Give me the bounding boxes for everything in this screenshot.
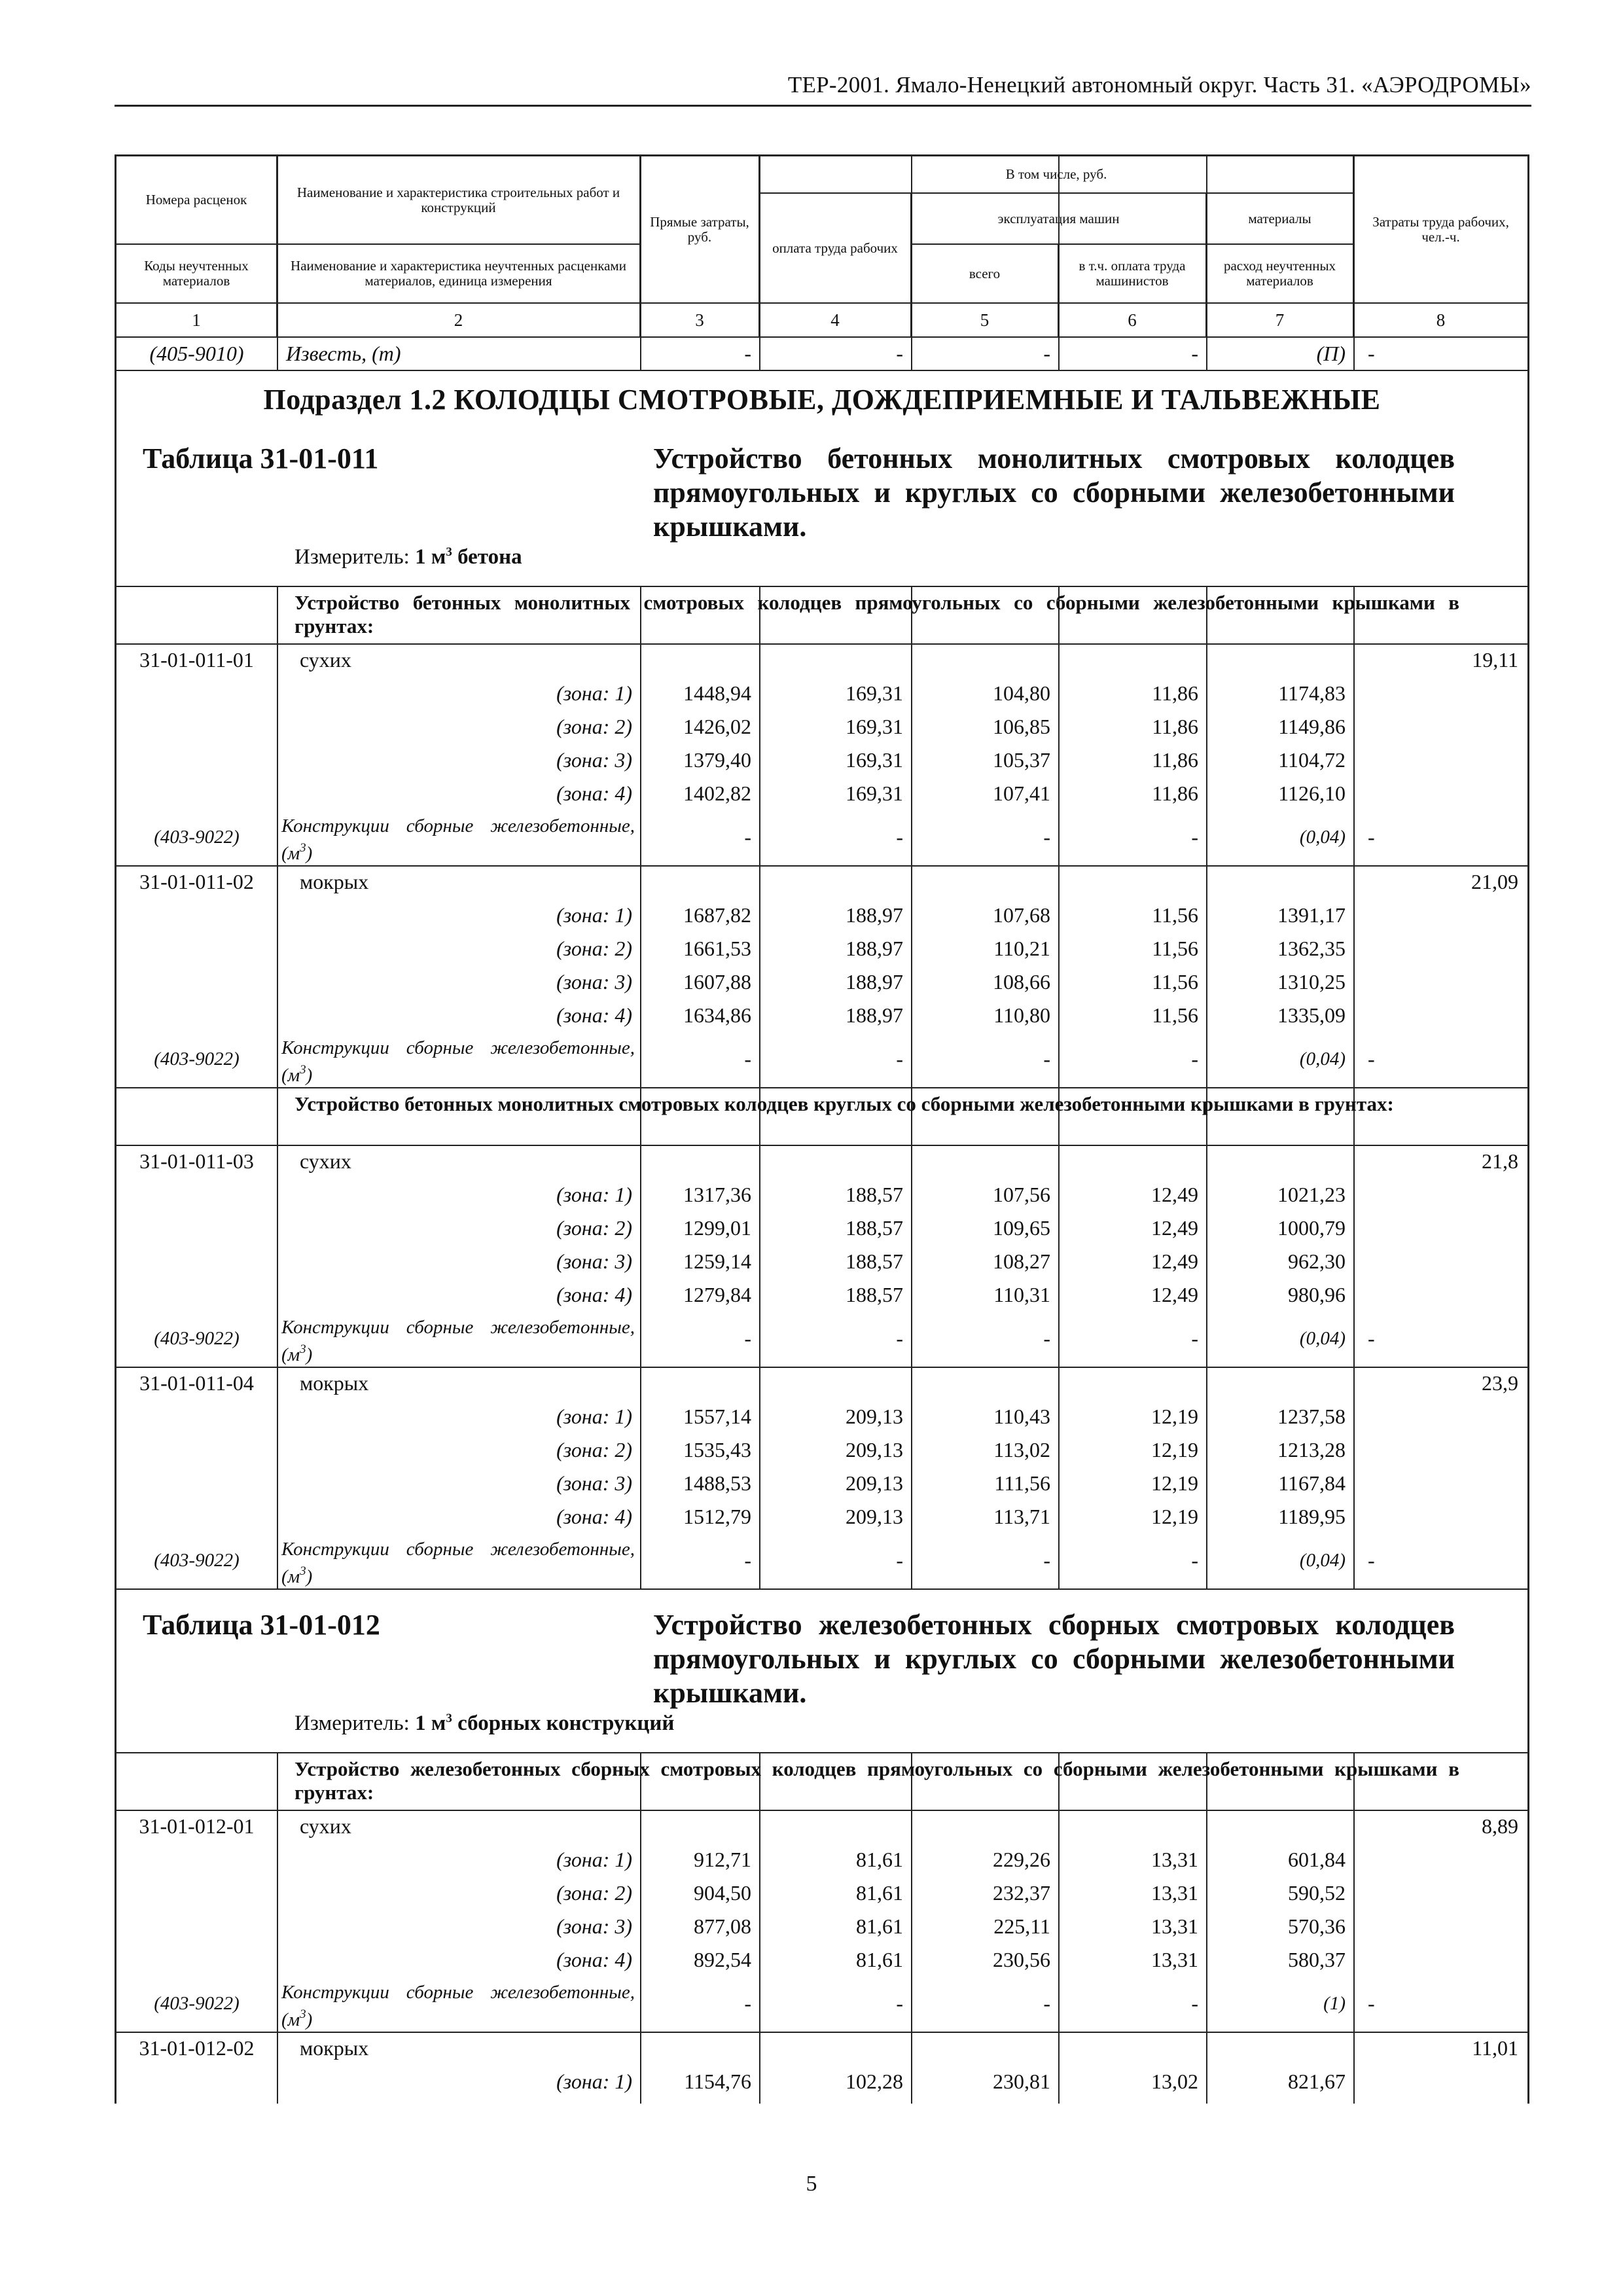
price-value: 12,49 xyxy=(1151,1249,1198,1273)
rate-code: 31-01-011-01 xyxy=(139,648,254,672)
measure-value xyxy=(415,545,522,569)
material-row xyxy=(116,1534,1527,1587)
price-value: 81,61 xyxy=(856,1948,903,1971)
material-name: Конструкции сборные железобетонные, $(м^3)$ xyxy=(281,1317,635,1365)
zone-row xyxy=(116,1178,1527,1211)
price-value: 590,52 xyxy=(1288,1881,1346,1905)
zone-row xyxy=(116,2065,1527,2098)
material-name: Конструкции сборные железобетонные, $(м^3)$ xyxy=(281,1982,635,2030)
header-rate-numbers: Номера расценок xyxy=(116,156,277,244)
zone-label: (зона: 2) xyxy=(556,1216,632,1240)
price-value: 188,97 xyxy=(846,970,903,994)
price-value: 1402,82 xyxy=(683,781,751,805)
material-qty: (П) xyxy=(1316,342,1346,365)
zone-label: (зона: 1) xyxy=(556,1183,632,1206)
measure-value-number: 1 м xyxy=(415,545,446,569)
column-number: 5 xyxy=(911,303,1058,337)
header-operator-pay: в т.ч. оплата труда машинистов xyxy=(1058,244,1206,303)
price-value: 962,30 xyxy=(1288,1249,1346,1273)
price-value: 188,57 xyxy=(846,1216,903,1240)
price-value: 11,86 xyxy=(1152,781,1198,805)
price-value: 11,86 xyxy=(1152,748,1198,772)
material-code: (403-9022) xyxy=(154,1993,240,2014)
price-value: 109,65 xyxy=(993,1216,1050,1240)
dash-cell: - xyxy=(1191,1992,1198,2015)
column-number: 1 xyxy=(116,303,277,337)
material-qty: (0,04) xyxy=(1299,1328,1346,1349)
dash-cell: - xyxy=(1191,1327,1198,1350)
price-value: 11,56 xyxy=(1152,937,1198,960)
measure-value-number: 1 м xyxy=(415,1712,446,1735)
zone-row xyxy=(116,1211,1527,1244)
zone-row xyxy=(116,1500,1527,1533)
material-name: Конструкции сборные железобетонные, $(м^3)$ xyxy=(281,1037,635,1086)
price-value: 102,28 xyxy=(846,2070,903,2093)
price-value: 1104,72 xyxy=(1278,748,1346,772)
column-header xyxy=(116,156,1527,338)
row-divider xyxy=(116,1752,1527,1753)
price-value: 1237,58 xyxy=(1277,1405,1346,1428)
price-value: 225,11 xyxy=(993,1914,1050,1938)
price-value: 1335,09 xyxy=(1277,1003,1346,1027)
dash-cell: - xyxy=(1043,1549,1050,1572)
header-machines: эксплуатация машин xyxy=(911,193,1206,244)
header-materials: материалы xyxy=(1206,193,1353,244)
table-title: Устройство бетонных монолитных смотровых колодцев прямоугольных и круглых со сборными железобетонными крышками. xyxy=(653,442,1455,543)
price-value: 1154,76 xyxy=(684,2070,751,2093)
column-number: 4 xyxy=(759,303,911,337)
price-value: 230,81 xyxy=(993,2070,1050,2093)
dash-cell: - xyxy=(744,1549,751,1572)
zone-row xyxy=(116,1400,1527,1433)
price-value: 107,41 xyxy=(993,781,1050,805)
dash-cell: - xyxy=(1043,342,1050,365)
zone-label: (зона: 3) xyxy=(556,1249,632,1273)
superscript: 3 xyxy=(300,1564,306,1578)
price-value: 105,37 xyxy=(993,748,1050,772)
price-value: 169,31 xyxy=(846,715,903,738)
price-value: 980,96 xyxy=(1288,1283,1346,1306)
rate-code: 31-01-011-02 xyxy=(139,870,254,893)
superscript: 3 xyxy=(300,1342,306,1356)
column-number: 3 xyxy=(640,303,759,337)
price-value: 1535,43 xyxy=(683,1438,751,1462)
price-value: 169,31 xyxy=(846,781,903,805)
work-name: сухих xyxy=(300,1814,351,1838)
price-value: 1607,88 xyxy=(683,970,751,994)
zone-label: (зона: 3) xyxy=(556,970,632,994)
measure-label: Измеритель: xyxy=(294,1712,410,1735)
price-value: 13,31 xyxy=(1151,1881,1198,1905)
dash-cell: - xyxy=(744,825,751,849)
page-number: 5 xyxy=(806,2172,817,2196)
subsection-title: Подраздел 1.2 КОЛОДЦЫ СМОТРОВЫЕ, ДОЖДЕПРИЕМНЫЕ И ТАЛЬВЕЖНЫЕ xyxy=(263,384,1381,416)
price-value: 1362,35 xyxy=(1277,937,1346,960)
measure-unit xyxy=(294,1712,674,1736)
material-qty: (0,04) xyxy=(1299,1049,1346,1069)
price-value: 209,13 xyxy=(846,1438,903,1462)
price-value: 188,57 xyxy=(846,1183,903,1206)
price-value: 1488,53 xyxy=(683,1471,751,1495)
price-value: 11,56 xyxy=(1152,903,1198,927)
price-value: 1426,02 xyxy=(683,715,751,738)
price-value: 12,19 xyxy=(1151,1438,1198,1462)
price-value: 892,54 xyxy=(694,1948,751,1971)
zone-row xyxy=(116,1943,1527,1976)
rate-code: 31-01-011-03 xyxy=(139,1149,254,1173)
zone-row xyxy=(116,1433,1527,1466)
price-value: 1126,10 xyxy=(1278,781,1346,805)
price-value: 229,26 xyxy=(993,1848,1050,1871)
superscript: 3 xyxy=(300,841,306,855)
dash-cell: - xyxy=(1191,1549,1198,1572)
column-number: 6 xyxy=(1058,303,1206,337)
price-value: 110,21 xyxy=(993,937,1050,960)
zone-row xyxy=(116,1278,1527,1311)
price-value: 1661,53 xyxy=(683,937,751,960)
price-value: 601,84 xyxy=(1288,1848,1346,1871)
work-name: мокрых xyxy=(300,1371,369,1395)
price-value: 13,31 xyxy=(1151,1848,1198,1871)
labor-costs: 8,89 xyxy=(1482,1814,1518,1838)
price-value: 1279,84 xyxy=(683,1283,751,1306)
work-name: мокрых xyxy=(300,870,369,893)
price-value: 1021,23 xyxy=(1277,1183,1346,1206)
rate-row xyxy=(116,1367,1527,1399)
group-heading: Устройство бетонных монолитных смотровых колодцев круглых со сборными железобетонными крышками в грунтах: xyxy=(294,1092,1394,1115)
price-value: 11,86 xyxy=(1152,681,1198,705)
price-value: 1317,36 xyxy=(683,1183,751,1206)
dash-cell: - xyxy=(1043,1047,1050,1071)
material-code: (403-9022) xyxy=(154,1049,240,1069)
price-value: 169,31 xyxy=(846,748,903,772)
zone-label: (зона: 2) xyxy=(556,715,632,738)
dash-cell: - xyxy=(896,1047,903,1071)
dash-cell: - xyxy=(1368,1549,1375,1572)
zone-label: (зона: 4) xyxy=(556,1283,632,1306)
zone-label: (зона: 2) xyxy=(556,937,632,960)
rate-row xyxy=(116,865,1527,898)
price-value: 81,61 xyxy=(856,1881,903,1905)
table-number: Таблица 31-01-012 xyxy=(143,1609,380,1641)
price-value: 81,61 xyxy=(856,1914,903,1938)
material-name: Конструкции сборные железобетонные, $(м^3)$ xyxy=(281,1539,635,1587)
zone-label: (зона: 4) xyxy=(556,1505,632,1528)
work-name: сухих xyxy=(300,1149,351,1173)
zone-label: (зона: 4) xyxy=(556,1948,632,1971)
price-value: 13,02 xyxy=(1151,2070,1198,2093)
dash-cell: - xyxy=(896,1992,903,2015)
table-title: Устройство железобетонных сборных смотровых колодцев прямоугольных и круглых со сборными железобетонными крышками. xyxy=(653,1609,1455,1709)
price-value: 1149,86 xyxy=(1278,715,1346,738)
price-value: 1634,86 xyxy=(683,1003,751,1027)
labor-costs: 21,09 xyxy=(1471,870,1518,893)
zone-label: (зона: 3) xyxy=(556,748,632,772)
material-row xyxy=(116,1312,1527,1365)
price-value: 1687,82 xyxy=(683,903,751,927)
dash-cell: - xyxy=(896,342,903,365)
dash-cell: - xyxy=(896,1327,903,1350)
price-value: 1310,25 xyxy=(1277,970,1346,994)
price-value: 188,57 xyxy=(846,1283,903,1306)
row-divider xyxy=(116,586,1527,587)
running-title: ТЕР-2001. Ямало-Ненецкий автономный округ. Часть 31. «АЭРОДРОМЫ» xyxy=(787,72,1531,98)
header-worker-pay: оплата труда рабочих xyxy=(759,193,911,303)
price-value: 188,97 xyxy=(846,1003,903,1027)
zone-row xyxy=(116,1843,1527,1876)
material-row xyxy=(116,1977,1527,2030)
price-value: 1379,40 xyxy=(683,748,751,772)
material-name-text: Конструкции сборные железобетонные, (м xyxy=(281,1037,635,1086)
price-value: 188,97 xyxy=(846,903,903,927)
price-value: 11,56 xyxy=(1152,1003,1198,1027)
group-heading: Устройство бетонных монолитных смотровых колодцев прямоугольных со сборными железобетонными крышками в грунтах: xyxy=(294,591,1459,637)
header-including: В том числе, руб. xyxy=(759,156,1353,193)
price-value: 877,08 xyxy=(694,1914,751,1938)
price-value: 169,31 xyxy=(846,681,903,705)
price-value: 1213,28 xyxy=(1277,1438,1346,1462)
zone-row xyxy=(116,932,1527,965)
price-value: 1189,95 xyxy=(1278,1505,1346,1528)
price-value: 209,13 xyxy=(846,1405,903,1428)
price-value: 904,50 xyxy=(694,1881,751,1905)
header-work-name: Наименование и характеристика строительных работ и конструкций xyxy=(277,156,640,244)
dash-cell: - xyxy=(744,1327,751,1350)
price-value: 113,71 xyxy=(993,1505,1050,1528)
price-value: 110,43 xyxy=(993,1405,1050,1428)
zone-label: (зона: 2) xyxy=(556,1881,632,1905)
zone-row xyxy=(116,710,1527,743)
running-header xyxy=(115,71,1531,107)
labor-costs: 23,9 xyxy=(1482,1371,1518,1395)
zone-label: (зона: 4) xyxy=(556,1003,632,1027)
price-value: 1512,79 xyxy=(683,1505,751,1528)
price-value: 209,13 xyxy=(846,1471,903,1495)
measure-value xyxy=(415,1712,674,1735)
dash-cell: - xyxy=(1368,1992,1375,2015)
zone-label: (зона: 2) xyxy=(556,1438,632,1462)
price-value: 107,68 xyxy=(993,903,1050,927)
price-value: 110,31 xyxy=(993,1283,1050,1306)
header-material-usage: расход неучтенных материалов xyxy=(1206,244,1353,303)
measure-unit xyxy=(294,545,522,569)
superscript: 3 xyxy=(300,1063,306,1077)
price-value: 12,49 xyxy=(1151,1216,1198,1240)
dash-cell: - xyxy=(744,342,751,365)
price-value: 1167,84 xyxy=(1278,1471,1346,1495)
dash-cell: - xyxy=(896,1549,903,1572)
price-value: 232,37 xyxy=(993,1881,1050,1905)
dash-cell: - xyxy=(896,825,903,849)
price-value: 108,27 xyxy=(993,1249,1050,1273)
rate-row xyxy=(116,643,1527,676)
price-value: 230,56 xyxy=(993,1948,1050,1971)
rate-row xyxy=(116,2032,1527,2064)
column-number: 8 xyxy=(1353,303,1527,337)
superscript: 3 xyxy=(446,1712,452,1725)
price-value: 912,71 xyxy=(694,1848,751,1871)
row-divider xyxy=(116,1087,1527,1088)
group-heading: Устройство железобетонных сборных смотровых колодцев прямоугольных со сборными железобетонными крышками в грунтах: xyxy=(294,1757,1459,1804)
price-value: 11,86 xyxy=(1152,715,1198,738)
price-value: 580,37 xyxy=(1288,1948,1346,1971)
zone-label: (зона: 1) xyxy=(556,1405,632,1428)
zone-row xyxy=(116,677,1527,709)
material-code: (405-9010) xyxy=(149,342,244,365)
dash-cell: - xyxy=(1368,1047,1375,1071)
zone-label: (зона: 1) xyxy=(556,1848,632,1871)
material-name-text: Конструкции сборные железобетонные, (м xyxy=(281,1539,635,1587)
rate-code: 31-01-012-02 xyxy=(139,2036,255,2060)
price-value: 12,49 xyxy=(1151,1183,1198,1206)
table-row xyxy=(116,337,1527,370)
price-value: 1000,79 xyxy=(1277,1216,1346,1240)
work-name: сухих xyxy=(300,648,351,672)
zone-label: (зона: 1) xyxy=(556,681,632,705)
zone-row xyxy=(116,744,1527,776)
material-name-text: Конструкции сборные железобетонные, (м xyxy=(281,816,635,864)
header-material-codes: Коды неучтенных материалов xyxy=(116,244,277,303)
material-name-text: Конструкции сборные железобетонные, (м xyxy=(281,1982,635,2030)
rate-code: 31-01-012-01 xyxy=(139,1814,255,1838)
material-row xyxy=(116,1032,1527,1086)
price-value: 108,66 xyxy=(993,970,1050,994)
header-material-names: Наименование и характеристика неучтенных расценками материалов, единица измерения xyxy=(277,244,640,303)
rate-row xyxy=(116,1145,1527,1177)
header-machines-total: всего xyxy=(911,244,1058,303)
rate-row xyxy=(116,1810,1527,1842)
price-value: 570,36 xyxy=(1288,1914,1346,1938)
header-labor-costs: Затраты труда рабочих, чел.-ч. xyxy=(1353,156,1527,303)
labor-costs: 21,8 xyxy=(1482,1149,1518,1173)
material-row xyxy=(116,810,1527,864)
price-value: 821,67 xyxy=(1288,2070,1346,2093)
price-value: 1557,14 xyxy=(683,1405,751,1428)
price-value: 110,80 xyxy=(993,1003,1050,1027)
zone-row xyxy=(116,1245,1527,1278)
measure-value-unit: бетона xyxy=(457,545,522,569)
zone-row xyxy=(116,965,1527,998)
zone-label: (зона: 4) xyxy=(556,781,632,805)
dash-cell: - xyxy=(1043,1992,1050,2015)
zone-row xyxy=(116,1876,1527,1909)
price-value: 111,56 xyxy=(994,1471,1050,1495)
price-value: 81,61 xyxy=(856,1848,903,1871)
price-value: 1259,14 xyxy=(683,1249,751,1273)
zone-row xyxy=(116,999,1527,1031)
dash-cell: - xyxy=(1191,825,1198,849)
price-value: 12,19 xyxy=(1151,1505,1198,1528)
dash-cell: - xyxy=(1368,342,1375,365)
measure-label: Измеритель: xyxy=(294,545,410,569)
dash-cell: - xyxy=(1043,825,1050,849)
measure-value-unit: сборных конструкций xyxy=(457,1712,675,1735)
labor-costs: 11,01 xyxy=(1472,2036,1518,2060)
zone-label: (зона: 1) xyxy=(556,903,632,927)
material-name-text: Конструкции сборные железобетонные, (м xyxy=(281,1317,635,1365)
material-name: Конструкции сборные железобетонные, $(м^3)$ xyxy=(281,816,635,864)
material-qty: (1) xyxy=(1323,1993,1346,2014)
price-value: 106,85 xyxy=(993,715,1050,738)
price-value: 1299,01 xyxy=(683,1216,751,1240)
material-qty: (0,04) xyxy=(1299,827,1346,848)
material-code: (403-9022) xyxy=(154,827,240,848)
price-value: 11,56 xyxy=(1152,970,1198,994)
dash-cell: - xyxy=(1368,825,1375,849)
price-value: 188,57 xyxy=(846,1249,903,1273)
material-name: Известь, (т) xyxy=(286,342,401,365)
price-value: 1391,17 xyxy=(1277,903,1346,927)
price-value: 12,19 xyxy=(1151,1405,1198,1428)
superscript: 3 xyxy=(300,2007,306,2021)
zone-row xyxy=(116,899,1527,931)
dash-cell: - xyxy=(1368,1327,1375,1350)
price-value: 1174,83 xyxy=(1278,681,1346,705)
price-value: 107,56 xyxy=(993,1183,1050,1206)
superscript: 3 xyxy=(446,545,452,559)
dash-cell: - xyxy=(1191,1047,1198,1071)
dash-cell: - xyxy=(1191,342,1198,365)
zone-label: (зона: 3) xyxy=(556,1914,632,1938)
dash-cell: - xyxy=(1043,1327,1050,1350)
zone-label: (зона: 1) xyxy=(556,2070,632,2093)
table-number: Таблица 31-01-011 xyxy=(143,442,379,475)
work-name: мокрых xyxy=(300,2036,369,2060)
price-value: 12,19 xyxy=(1151,1471,1198,1495)
zone-row xyxy=(116,1910,1527,1943)
price-value: 209,13 xyxy=(846,1505,903,1528)
dash-cell: - xyxy=(744,1047,751,1071)
header-direct-costs: Прямые затраты, руб. xyxy=(640,156,759,303)
dash-cell: - xyxy=(744,1992,751,2015)
price-value: 12,49 xyxy=(1151,1283,1198,1306)
zone-row xyxy=(116,777,1527,810)
column-number: 7 xyxy=(1206,303,1353,337)
price-value: 13,31 xyxy=(1151,1948,1198,1971)
zone-row xyxy=(116,1467,1527,1499)
material-qty: (0,04) xyxy=(1299,1550,1346,1571)
price-value: 13,31 xyxy=(1151,1914,1198,1938)
price-value: 113,02 xyxy=(993,1438,1050,1462)
column-number: 2 xyxy=(277,303,640,337)
material-code: (403-9022) xyxy=(154,1328,240,1349)
labor-costs: 19,11 xyxy=(1472,648,1518,672)
price-value: 1448,94 xyxy=(683,681,751,705)
rate-code: 31-01-011-04 xyxy=(139,1371,254,1395)
zone-label: (зона: 3) xyxy=(556,1471,632,1495)
price-value: 104,80 xyxy=(993,681,1050,705)
material-code: (403-9022) xyxy=(154,1550,240,1571)
price-table xyxy=(115,154,1529,2104)
price-value: 188,97 xyxy=(846,937,903,960)
